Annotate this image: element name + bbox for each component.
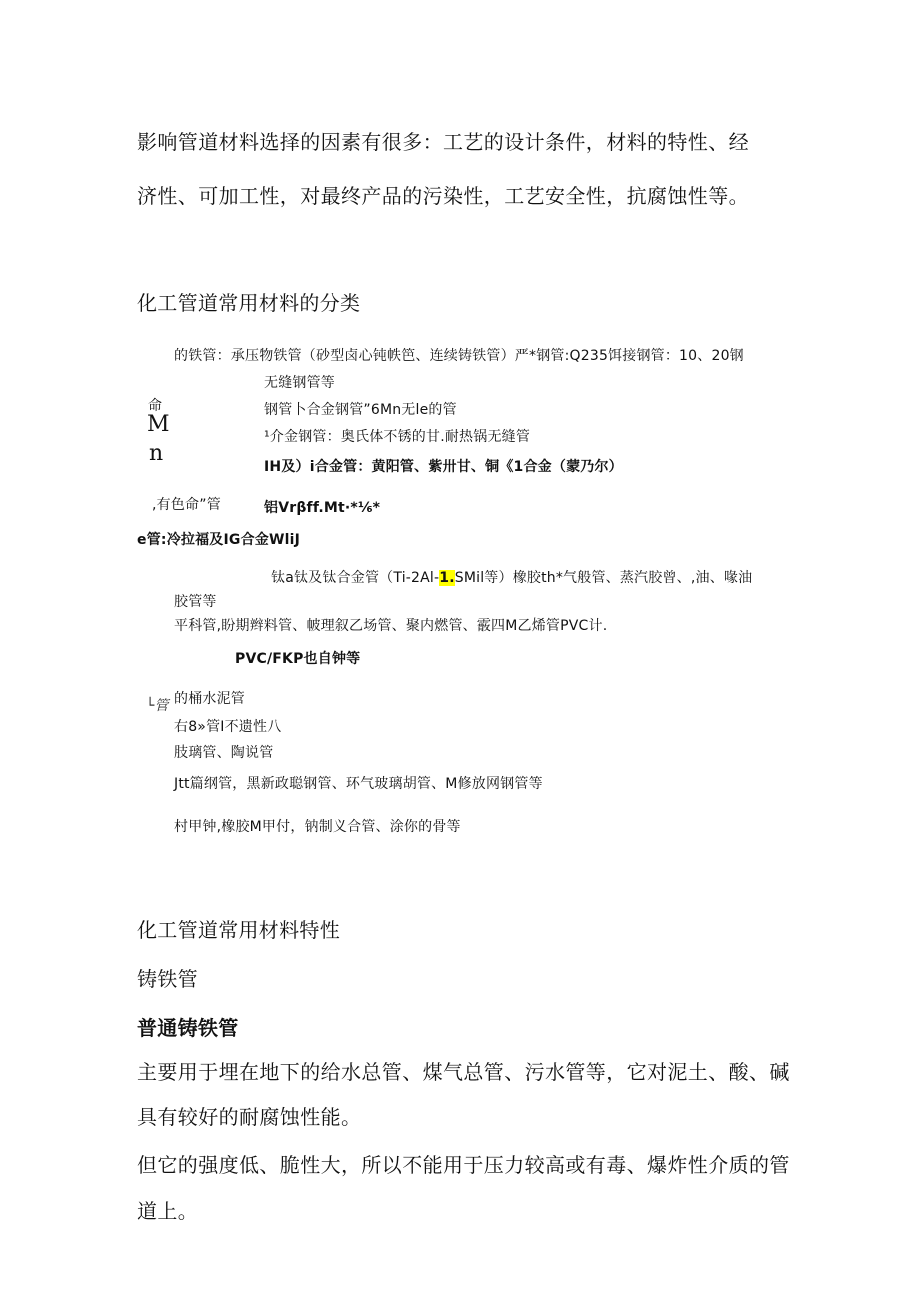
para-line-2: 具有较好的耐腐蚀性能。 — [137, 1105, 362, 1129]
titanium-text-before: 钛a钛及钛合金管（Ti-2Al- — [271, 570, 440, 586]
item-lined-other: 村甲钟,橡胶M甲付，钠制义合管、涂你的骨等 — [174, 819, 461, 835]
section-heading: 普通铸铁管 — [137, 1016, 239, 1040]
item-pvc-frp: PVC/FKP也自钟等 — [235, 651, 361, 667]
side-label-ming: 命 — [148, 398, 163, 414]
titanium-text-after: SMil等）橡胶th*气般管、蒸汽胶曾、,油、喙油 — [454, 570, 753, 586]
highlight-mark: 1. — [439, 570, 455, 586]
item-nonferrous-label: ,有色命”管 — [152, 497, 221, 513]
item-copper: IH及）i合金管：黄阳管、紫卅甘、铜《1合金（蒙乃尔） — [264, 459, 623, 475]
side-label-M: M — [147, 412, 170, 437]
classification-title: 化工管道常用材料的分类 — [137, 291, 361, 315]
side-label-n: n — [149, 441, 164, 466]
para-line-3: 但它的强度低、脆性大，所以不能用于压力较高或有毒、爆炸性介质的管 — [137, 1153, 790, 1177]
properties-title: 化工管道常用材料特性 — [137, 918, 340, 942]
item-glass-ceramic: 肢璃管、陶说管 — [174, 745, 274, 761]
item-stainless: ¹介金钢管：奥氏体不锈的甘.耐热锅无缝管 — [264, 429, 531, 445]
item-hose: 胶管等 — [174, 594, 217, 610]
side-label-guan: └管 — [146, 698, 169, 714]
item-cement: 的桶水泥管 — [174, 691, 245, 707]
item-seamless: 无缝钢管等 — [264, 375, 335, 391]
item-plastic: 平科管,盼期辫料管、帔理叙乙场管、聚内燃管、霰四M乙烯管PVC计. — [174, 618, 608, 634]
item-titanium — [271, 567, 752, 587]
item-aluminum: 铝Vrβff.Mt·*⅙* — [264, 500, 381, 516]
properties-subtitle: 铸铁管 — [137, 967, 198, 991]
para-line-1: 主要用于埋在地下的给水总管、煤气总管、污水管等，它对泥土、酸、碱 — [137, 1060, 790, 1084]
item-lined-steel: Jtt篇纲管，黑新政聪钢管、环气玻璃胡管、M修放网钢管等 — [174, 776, 543, 792]
intro-line-1: 影响管道材料选择的因素有很多：工艺的设计条件，材料的特性、经 — [137, 130, 749, 154]
item-alloy-steel: 钢管卜合金钢管”6Mn无le的管 — [264, 402, 457, 418]
item-lead: e管:冷拉福及IG合金WliJ — [137, 532, 301, 548]
item-graphite: 右8»管I不遗性八 — [174, 719, 282, 735]
para-line-4: 道上。 — [137, 1199, 199, 1223]
intro-line-2: 济性、可加工性，对最终产品的污染性，工艺安全性，抗腐蚀性等。 — [137, 184, 749, 208]
item-cast-iron-steel: 的铁管：承压物铁管（砂型卤心钝帙笆、连续铸铁管）严*钢管:Q235饵接钢管：10、20钢 — [174, 348, 744, 364]
